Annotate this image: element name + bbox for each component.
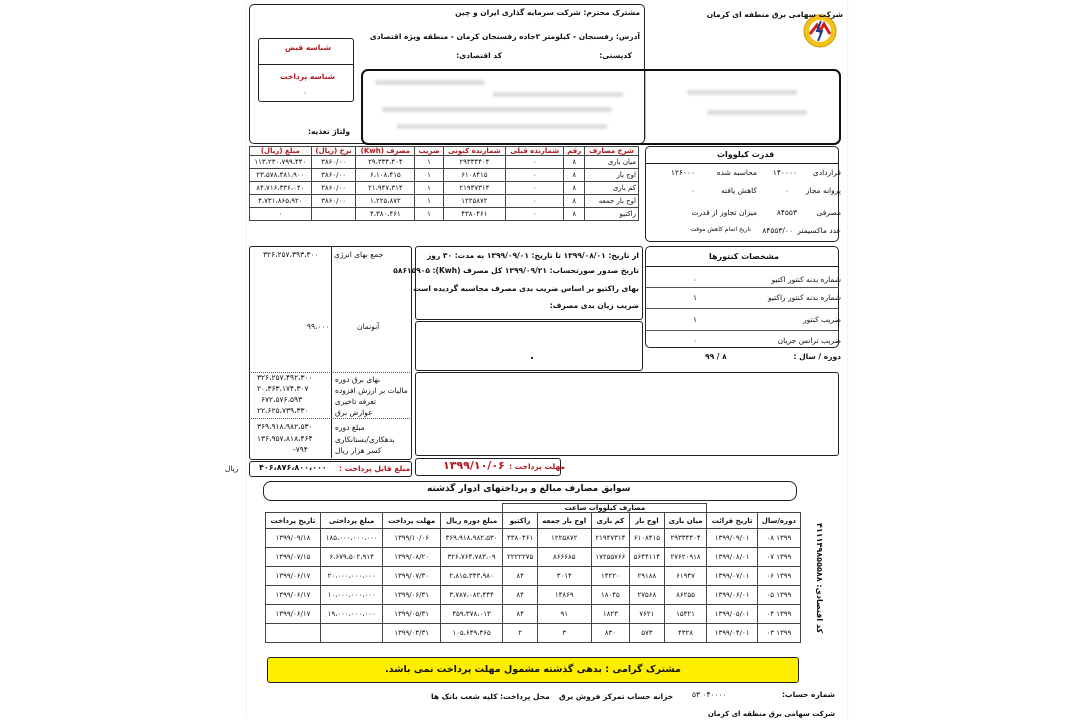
empty-note-box: [415, 321, 643, 371]
history-cell: ۱۳۹۹/۰۴/۰۱: [707, 624, 757, 643]
subscription-value: ۹۹،۰۰۰: [307, 322, 330, 331]
history-cell: ۶،۶۷۹،۵۰۲،۹۱۴: [320, 548, 383, 567]
history-cell: ۲۷۶۲۰۹۱۸: [664, 548, 707, 567]
history-cell: ۵۷۳: [630, 624, 664, 643]
history-cell: ۲،۸۱۵،۳۴۳،۹۸۰: [440, 567, 503, 586]
license-value: ۰: [784, 186, 789, 195]
history-cell: [320, 624, 383, 643]
usage-cell: ۶،۱۰۸،۴۱۵: [356, 169, 415, 182]
calc-value: ۱۲۶۰۰۰: [670, 168, 695, 177]
usage-cell: ۰: [506, 156, 564, 169]
kilowatt-row: [653, 168, 841, 180]
usage-cell: ۳۸۶۰/۰۰: [311, 156, 356, 169]
history-cell: ۲۲۲۲۲۷۵: [503, 548, 537, 567]
usage-cell: ۲۱۹۴۷۳۱۴: [443, 182, 505, 195]
duty-value: ۲۲،۶۲۵،۷۳۹،۳۳۰: [257, 406, 309, 415]
history-cell: ۸۶۶۶۸۵: [537, 548, 591, 567]
consumption-label: مصرفی: [816, 208, 841, 217]
meter-divider: [645, 287, 839, 288]
history-row: [266, 548, 801, 567]
history-cell: ۱۸۰۴۵: [591, 586, 630, 605]
treasury-label: خزانه حساب تمرکز فروش برق: [559, 692, 674, 701]
usage-cell: ۱: [415, 182, 443, 195]
history-cell: ۴۵۹،۳۷۸،۰۱۳: [440, 605, 503, 624]
history-header-cell: مبلغ پرداختی: [320, 513, 383, 529]
history-cell: ۱۳۹۹/۰۷/۰۱: [707, 567, 757, 586]
history-cell: ۱۳۹۹/۰۵/۰۱: [707, 605, 757, 624]
history-header-cell: کم باری: [591, 513, 630, 529]
payment-id-value: ۰: [303, 88, 308, 97]
contract-value: ۱۴۰۰۰۰: [772, 168, 797, 177]
history-cell: ۴۳۸۰۴۶۱: [503, 529, 537, 548]
usage-cell: ۲۹،۳۳۴،۴۰۴: [356, 156, 415, 169]
meter-active-label: شماره بدنه کنتور اکتیو: [771, 275, 841, 284]
history-cell: ۱۳۹۹ ۰۴: [757, 605, 800, 624]
customer-address: آدرس: رفسنجان - کیلومتر ۲جاده رفسنجان کرمان - منطقه ویژه اقتصادی: [369, 32, 640, 41]
usage-header-cell: شمارنده کنونی: [443, 147, 505, 156]
history-cell: ۱۰۵،۶۴۹،۴۶۵: [440, 624, 503, 643]
usage-cell: ۱،۲۲۵،۸۷۲: [356, 195, 415, 208]
usage-cell: ۰: [506, 208, 564, 221]
usage-row: [250, 156, 639, 169]
exceed-label: میزان تجاوز از قدرت: [691, 208, 757, 217]
history-cell: ۲: [503, 624, 537, 643]
history-cell: ۷۶۲۱: [630, 605, 664, 624]
history-cell: ۸۶۲۵۵: [664, 586, 707, 605]
meter-ct-label: ضریب ترانس جریان: [777, 336, 841, 345]
usage-cell: ۳۸۶۰/۰۰: [311, 195, 356, 208]
usage-header-cell: شرح مصارف: [585, 147, 639, 156]
vat-value: ۲۰،۳۶۳،۱۷۴،۳۰۷: [257, 384, 309, 393]
history-header-cell: تاریخ پرداخت: [266, 513, 321, 529]
usage-cell: ۳۸۶۰/۰۰: [311, 169, 356, 182]
history-cell: ۱۰،۰۰۰،۰۰۰،۰۰۰: [320, 586, 383, 605]
payable-label: مبلغ قابل پرداخت :: [339, 464, 411, 473]
history-row: [266, 624, 801, 643]
economic-code-label: کد اقتصادی:: [456, 51, 502, 60]
usage-cell: ۸: [564, 195, 585, 208]
history-empty-cell: [320, 504, 383, 513]
usage-cell: ۱: [415, 169, 443, 182]
history-row: [266, 567, 801, 586]
usage-header-cell: نرخ (ریال): [311, 147, 356, 156]
vat-label: مالیات بر ارزش افزوده: [335, 386, 408, 395]
company-name: شرکت سهامی برق منطقه ای کرمان: [706, 10, 843, 19]
usage-cell: میان باری: [585, 156, 639, 169]
history-cell: ۱۹،۰۰۰،۰۰۰،۰۰۰: [320, 605, 383, 624]
history-cell: ۱۸۲۳: [591, 605, 630, 624]
usage-cell: ۴،۷۳۱،۸۶۵،۹۲۰: [250, 195, 312, 208]
usage-cell: ۰: [506, 182, 564, 195]
suspend-label: تاریخ اتمام کاهش موقت: [690, 226, 751, 233]
postal-code-label: کدپستی:: [599, 51, 632, 60]
history-empty-cell: [440, 504, 503, 513]
history-cell: ۸۳۰: [591, 624, 630, 643]
history-cell: ۱۳۹۹/۰۷/۱۵: [266, 548, 321, 567]
bad-factor-label: ضریب زیان بدی مصرف:: [549, 301, 639, 310]
history-cell: ۸۴: [503, 605, 537, 624]
usage-header-cell: مبلغ (ریال): [250, 147, 312, 156]
redacted-line: [397, 124, 607, 129]
footer-company-name: شرکت سهامی برق منطقه ای کرمان: [707, 710, 835, 718]
round-value: -۷۹۴: [293, 445, 308, 454]
history-cell: ۱۵۴۲۱: [664, 605, 707, 624]
usage-cell: ۳۸۶۰/۰۰: [311, 182, 356, 195]
history-header-cell: اوج بار جمعه: [537, 513, 591, 529]
history-cell: ۱۳۹۹/۰۹/۱۸: [266, 529, 321, 548]
usage-row: [250, 208, 639, 221]
maxmeter-value: ۸۴۵۵۳/۰۰: [762, 226, 793, 235]
message-box: [415, 372, 839, 456]
usage-cell: اوج بار جمعه: [585, 195, 639, 208]
voltage-label: ولتاژ تغذیه:: [307, 127, 350, 136]
usage-cell: کم باری: [585, 182, 639, 195]
meter-divider: [645, 330, 839, 331]
meter-active-value: ۰: [693, 275, 698, 284]
history-row: [266, 529, 801, 548]
usage-cell: ۸۴،۷۱۶،۳۳۶،۰۴۰: [250, 182, 312, 195]
subscription-label: آبونمان: [357, 322, 380, 331]
charges-col-divider: [331, 246, 332, 458]
history-header-cell: تاریخ قرائت: [707, 513, 757, 529]
debt-value: ۱۳۶،۹۵۷،۸۱۸،۴۶۴: [257, 434, 313, 443]
usage-cell: ۲۱،۹۴۷،۳۱۴: [356, 182, 415, 195]
company-logo: [803, 14, 837, 48]
history-cell: ۱۳۹۹/۰۷/۳۰: [383, 567, 440, 586]
history-cell: ۵۶۴۴۱۱۴: [630, 548, 664, 567]
usage-cell: ۱: [415, 208, 443, 221]
meter-reactive-value: ۱: [693, 293, 698, 302]
history-cell: [266, 624, 321, 643]
redacted-line: [707, 110, 807, 115]
history-cell: ۱۳۹۹/۰۸/۲۰: [383, 548, 440, 567]
history-empty-cell: [266, 504, 321, 513]
history-cell: ۹۱: [537, 605, 591, 624]
history-empty-cell: [757, 504, 800, 513]
usage-cell: [311, 208, 356, 221]
history-table: [265, 503, 801, 643]
history-cell: ۱۳۹۹/۰۶/۱۷: [266, 586, 321, 605]
usage-table-header: [250, 147, 639, 156]
redacted-line: [687, 90, 797, 95]
payment-id-label: شناسه پرداخت: [280, 72, 336, 81]
history-cell: ۲۱۹۴۷۳۱۴: [591, 529, 630, 548]
period-total-label: مبلغ دوره: [335, 423, 365, 432]
history-header-cell: مهلت پرداخت: [383, 513, 440, 529]
dot-marker: [531, 357, 533, 359]
history-cell: ۱۴۲۲۰: [591, 567, 630, 586]
history-empty-cell: [707, 504, 757, 513]
history-cell: ۸۴: [503, 586, 537, 605]
history-cell: ۱۳۹۹/۰۹/۰۱: [707, 529, 757, 548]
history-cell: ۲۷۵۶۸: [630, 586, 664, 605]
usage-cell: ۸: [564, 182, 585, 195]
history-cell: ۱۲۲۵۸۷۲: [537, 529, 591, 548]
usage-cell: ۸: [564, 169, 585, 182]
usage-cell: ۲۳،۵۷۸،۴۸۱،۹۰۰: [250, 169, 312, 182]
usage-cell: ۱۲۲۵۸۷۲: [443, 195, 505, 208]
payable-value: ۴۰۶،۸۷۶،۸۰۰،۰۰۰: [259, 463, 327, 472]
debt-notice: مشترک گرامی : بدهی گذشته مشمول مهلت پرداخت نمی باشد.: [267, 657, 799, 683]
period-total-value: ۳۶۹،۹۱۸،۹۸۲،۵۳۰: [257, 422, 313, 431]
reduction-label: کاهش یافته: [721, 186, 757, 195]
meter-title-divider: [645, 266, 839, 267]
history-group-label: مصارف کیلووات ساعت: [503, 504, 707, 513]
usage-cell: ۴،۳۸۰،۴۶۱: [356, 208, 415, 221]
usage-table: [249, 146, 639, 221]
issue-date: تاریخ صدور صورتحساب: ۱۳۹۹/۰۹/۲۱ کل مصرف (Kwh): ۵۸۶۱۵۹۰۵: [393, 266, 639, 275]
history-cell: ۱۳۹۹ ۰۵: [757, 586, 800, 605]
consumption-value: ۸۴۵۵۳: [776, 208, 797, 217]
usage-cell: ۱: [415, 156, 443, 169]
usage-cell: ۰: [506, 169, 564, 182]
meter-factor-label: ضریب کنتور: [803, 315, 841, 324]
contract-label: قراردادی: [812, 168, 841, 177]
round-label: کسر هزار ریال: [335, 446, 382, 455]
bill-page: [225, 0, 847, 720]
history-cell: ۱۳۹۹ ۰۸: [757, 529, 800, 548]
history-cell: ۱۳۹۹ ۰۳: [757, 624, 800, 643]
history-cell: ۲۹۳۳۴۴۰۴: [664, 529, 707, 548]
meter-period-value: ۸ / ۹۹: [705, 352, 727, 361]
period-range: از تاریخ: ۱۳۹۹/۰۸/۰۱ تا تاریخ: ۱۳۹۹/۰۹/۰۱ به مدت: ۳۰ روز: [426, 251, 639, 260]
redacted-line: [382, 107, 612, 112]
pay-place-label: محل پرداخت: کلیه شعب بانک ها: [431, 692, 550, 701]
history-header-cell: راکتیو: [503, 513, 537, 529]
usage-header-cell: رقم: [564, 147, 585, 156]
bill-id-label: شناسه قبض: [285, 43, 331, 52]
usage-header-cell: مصرف (Kwh): [356, 147, 415, 156]
debt-label: بدهکاری/بستانکاری: [335, 435, 395, 444]
usage-row: [250, 169, 639, 182]
usage-cell: ۰: [506, 195, 564, 208]
usage-cell: ۰: [250, 208, 312, 221]
customer-label: مشترک محترم: شرکت سرمایه گذاری ایران و چین: [455, 8, 640, 17]
meter-divider: [645, 308, 839, 309]
history-header-row: [266, 513, 801, 529]
history-cell: ۳: [537, 624, 591, 643]
usage-cell: اوج بار: [585, 169, 639, 182]
history-cell: ۱۳۹۹/۰۶/۱۷: [266, 605, 321, 624]
history-header-cell: میان باری: [664, 513, 707, 529]
kilowatt-title: قدرت کیلووات: [717, 150, 775, 159]
deadline-label: مهلت پرداخت :: [509, 462, 566, 471]
history-cell: ۳،۷۸۷،۰۸۲،۴۴۴: [440, 586, 503, 605]
maxmeter-label: عدد ماکسیمتر: [797, 226, 841, 235]
period-price-value: ۳۲۶،۲۵۷،۴۹۲،۳۰۰: [257, 373, 313, 382]
meter-period-label: دوره / سال :: [793, 352, 841, 361]
payable-unit: ریال: [225, 464, 239, 473]
usage-cell: ۶۱۰۸۴۱۵: [443, 169, 505, 182]
charges-divider: [249, 418, 410, 419]
history-cell: ۶۱۰۸۴۱۵: [630, 529, 664, 548]
history-cell: ۱۳۹۹/۰۶/۰۱: [707, 586, 757, 605]
history-cell: ۳۰۱۴: [537, 567, 591, 586]
history-cell: ۱۳۹۹/۰۵/۳۱: [383, 605, 440, 624]
usage-cell: راکتیو: [585, 208, 639, 221]
history-cell: ۳۲۶،۷۶۴،۷۸۳،۰۹: [440, 548, 503, 567]
history-cell: ۲۰،۰۰۰،۰۰۰،۰۰۰: [320, 567, 383, 586]
history-side-code: کد اقتصادی: ۴۱۱۱۴۹۸۵۵۵۸۸: [815, 522, 824, 634]
redacted-line: [375, 80, 485, 85]
usage-cell: ۸: [564, 208, 585, 221]
energy-label: جمع بهای انرژی: [334, 250, 384, 259]
usage-row: [250, 182, 639, 195]
kilowatt-title-divider: [645, 163, 839, 164]
history-cell: ۱۳۹۹/۰۶/۳۱: [383, 586, 440, 605]
history-cell: ۱۸۵،۰۰۰،۰۰۰،۰۰۰: [320, 529, 383, 548]
usage-cell: ۲۹۳۳۴۴۰۴: [443, 156, 505, 169]
account-label: شماره حساب:: [782, 690, 835, 699]
history-header-cell: اوج بار: [630, 513, 664, 529]
history-cell: ۸۴: [503, 567, 537, 586]
history-row: [266, 586, 801, 605]
usage-header-cell: ضریب: [415, 147, 443, 156]
meter-ct-value: ۰: [693, 336, 698, 345]
history-cell: ۱۳۹۹/۰۶/۱۷: [266, 567, 321, 586]
history-header-cell: مبلغ دوره ریال: [440, 513, 503, 529]
kilowatt-row: [653, 208, 841, 220]
usage-row: [250, 195, 639, 208]
kilowatt-row: [653, 186, 841, 198]
history-cell: ۱۴۸۶۹: [537, 586, 591, 605]
history-header-cell: دوره/سال: [757, 513, 800, 529]
duty-label: عوارض برق: [335, 408, 373, 417]
kilowatt-row: [653, 226, 841, 238]
history-cell: ۱۷۲۵۵۷۶۶: [591, 548, 630, 567]
late-label: تعرفه تاخیری: [335, 397, 377, 406]
reduction-value: ۰: [690, 186, 695, 195]
usage-cell: ۱۱۳،۲۳۰،۷۹۹،۴۴۰: [250, 156, 312, 169]
energy-value: ۳۲۶،۲۵۷،۳۹۳،۳۰۰: [263, 250, 319, 259]
meter-reactive-label: شماره بدنه کنتور راکتیو: [767, 293, 841, 302]
history-title: سوابق مصارف مبالغ و پرداختهای ادوار گذشته: [427, 484, 631, 494]
history-cell: ۱۳۹۹/۰۸/۰۱: [707, 548, 757, 567]
redacted-line: [493, 92, 623, 97]
deadline-value: ۱۳۹۹/۱۰/۰۶: [443, 459, 505, 472]
usage-cell: ۴۳۸۰۴۶۱: [443, 208, 505, 221]
electric-logo-icon: [803, 14, 837, 48]
calc-label: محاسبه شده: [716, 168, 757, 177]
history-cell: ۴۳۲۸: [664, 624, 707, 643]
meter-title: مشخصات کنتورها: [709, 252, 779, 261]
history-row: [266, 605, 801, 624]
history-cell: ۱۳۹۹ ۰۷: [757, 548, 800, 567]
usage-cell: ۸: [564, 156, 585, 169]
period-price-label: بهای برق دوره: [335, 375, 381, 384]
license-label: پروانه مجاز: [805, 186, 841, 195]
history-cell: ۱۳۹۹/۰۴/۳۱: [383, 624, 440, 643]
late-value: ۶۷۲،۵۷۶،۵۹۳: [261, 395, 303, 404]
history-cell: ۱۳۹۹ ۰۶: [757, 567, 800, 586]
history-cell: ۲۹۱۸۸: [630, 567, 664, 586]
usage-header-cell: شمارنده قبلی: [506, 147, 564, 156]
history-cell: ۶۱۹۴۷: [664, 567, 707, 586]
usage-cell: ۱: [415, 195, 443, 208]
history-cell: ۳۶۹،۹۱۸،۹۸۲،۵۳۰: [440, 529, 503, 548]
ids-divider: [258, 64, 354, 65]
redacted-divider: [645, 71, 646, 139]
meter-factor-value: ۱: [693, 315, 698, 324]
history-empty-cell: [383, 504, 440, 513]
history-cell: ۱۳۹۹/۱۰/۰۶: [383, 529, 440, 548]
history-group-row: [266, 504, 801, 513]
reactive-note: بهای راکتیو بر اساس ضریب بدی مصرف محاسبه گردیده است: [413, 284, 639, 293]
account-value: ۰۴۰۰۰۰ ۵۳: [692, 690, 727, 699]
